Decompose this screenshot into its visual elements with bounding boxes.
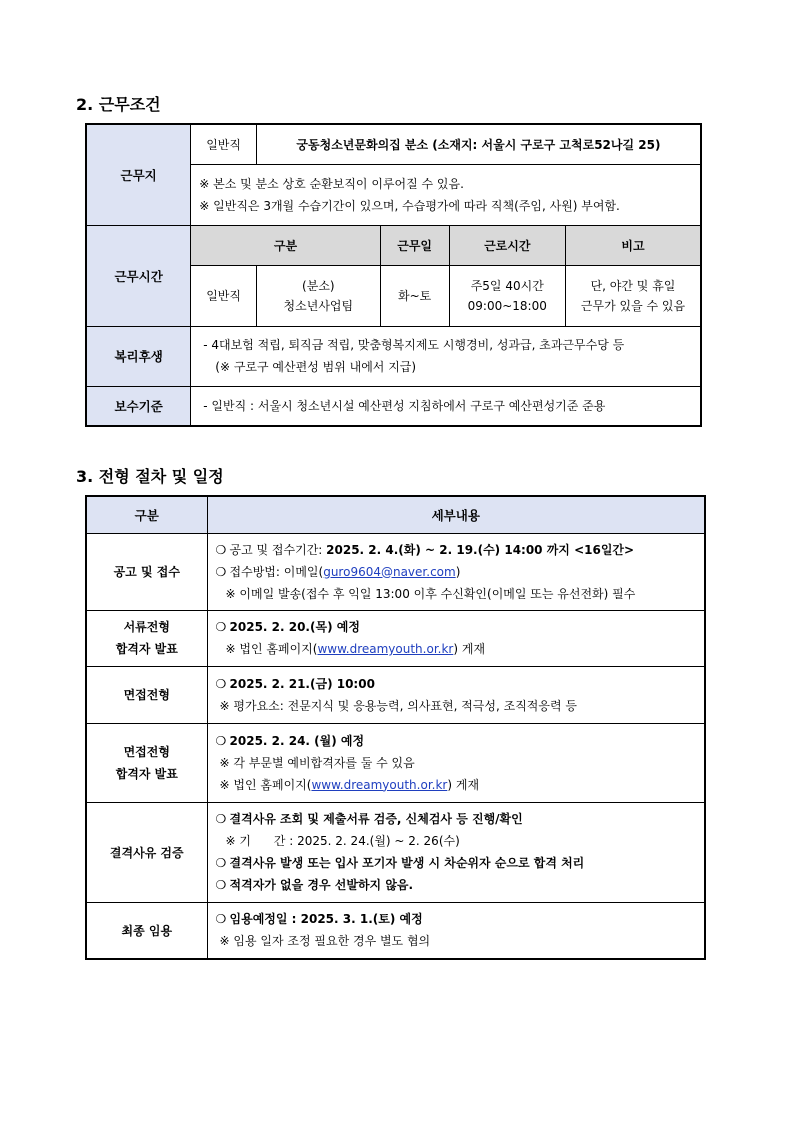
doc-result-label	[86, 610, 207, 666]
hours-header-time: 근로시간	[449, 225, 565, 265]
hours-header-type: 구분	[191, 225, 380, 265]
homepage-link[interactable]: www.dreamyouth.or.kr	[311, 777, 448, 792]
workplace-type: 일반직	[191, 124, 257, 164]
interview-result-note-prefix: ※ 법인 홈페이지(	[219, 777, 312, 792]
homepage-link[interactable]: www.dreamyouth.or.kr	[317, 642, 454, 656]
hours-remark	[565, 265, 701, 326]
salary-label: 보수기준	[86, 386, 191, 426]
bullet-icon: ❍	[215, 733, 227, 748]
disqual-line	[216, 852, 696, 874]
workplace-note: ※ 일반직은 3개월 수습기간이 있으며, 수습평가에 따라 직책(주임, 사원) 부여함.	[199, 198, 620, 213]
section2-title: 2. 근무조건	[76, 95, 161, 114]
hours-time-line: 주5일 40시간	[470, 278, 544, 293]
interview-note: ※ 평가요소: 전문지식 및 응용능력, 의사표현, 적극성, 조직적응력 등	[219, 698, 577, 713]
hours-time	[449, 265, 565, 326]
hours-time-line: 09:00~18:00	[467, 298, 547, 313]
work-conditions-table	[85, 123, 702, 427]
workplace-location: 궁동청소년문화의집 분소 (소재지: 서울시 구로구 고척로52나길 25)	[256, 124, 701, 164]
bullet-icon: ❍	[215, 676, 227, 691]
bullet-icon: ❍	[215, 564, 227, 579]
doc-result-label-line: 서류전형	[123, 620, 170, 634]
disqual-none: 적격자가 없을 경우 선발하지 않음.	[229, 878, 414, 892]
hours-header-remark: 비고	[565, 225, 701, 265]
doc-result-note-prefix: ※ 법인 홈페이지(	[225, 642, 318, 656]
schedule-header-category: 구분	[86, 496, 207, 533]
hours-remark-line: 근무가 있을 수 있음	[580, 298, 686, 313]
bullet-icon: ❍	[215, 620, 227, 634]
welfare-line: - 4대보험 적립, 퇴직금 적립, 맞춤형복지제도 시행경비, 성과급, 초과근무수당 등	[203, 338, 625, 352]
schedule-header-detail: 세부내용	[207, 496, 705, 533]
hours-type: 일반직	[191, 265, 257, 326]
bullet-icon: ❍	[215, 812, 227, 826]
welfare-line: (※ 구로구 예산편성 범위 내에서 지급)	[215, 360, 417, 374]
doc-result-detail	[207, 610, 705, 666]
section3-title: 3. 전형 절차 및 일정	[76, 467, 224, 486]
hours-days: 화~토	[380, 265, 449, 326]
disqual-label: 결격사유 검증	[86, 802, 207, 902]
hours-header-days: 근무일	[380, 225, 449, 265]
disqual-line	[216, 874, 696, 896]
bullet-icon: ❍	[215, 542, 227, 557]
appoint-line	[216, 908, 696, 930]
appoint-date: 임용예정일 : 2025. 3. 1.(토) 예정	[229, 912, 423, 927]
announce-method-label: 접수방법: 이메일(	[229, 564, 324, 579]
disqual-detail	[207, 802, 705, 902]
interview-detail	[207, 666, 705, 723]
announce-method-suffix: )	[455, 564, 461, 579]
doc-result-label-line: 합격자 발표	[115, 642, 178, 656]
doc-result-note-suffix: ) 게재	[453, 642, 486, 656]
bullet-icon: ❍	[215, 856, 227, 870]
hours-dept-line: 청소년사업팀	[283, 298, 354, 313]
email-link[interactable]: guro9604@naver.com	[323, 564, 456, 579]
disqual-replace: 결격사유 발생 또는 입사 포기자 발생 시 차순위자 순으로 합격 처리	[229, 856, 585, 870]
interview-result-detail	[207, 723, 705, 802]
interview-result-note: ※ 각 부문별 예비합격자를 둘 수 있음	[219, 755, 415, 770]
announce-period: 2025. 2. 4.(화) ~ 2. 19.(수) 14:00 까지 <16일간>	[326, 542, 635, 557]
disqual-period: ※ 기 간 : 2025. 2. 24.(월) ~ 2. 26(수)	[225, 834, 460, 848]
hours-dept-line: (분소)	[302, 278, 335, 293]
hours-remark-line: 단, 야간 및 휴일	[590, 278, 676, 293]
interview-line	[216, 673, 696, 695]
interview-result-line	[216, 730, 696, 752]
bullet-icon: ❍	[215, 878, 227, 892]
doc-result-note	[216, 638, 696, 660]
bullet-icon: ❍	[215, 912, 227, 927]
announce-period-label: 공고 및 접수기간:	[229, 542, 327, 557]
announce-line	[216, 539, 696, 561]
interview-result-note	[216, 774, 696, 796]
workplace-note: ※ 본소 및 분소 상호 순환보직이 이루어질 수 있음.	[199, 176, 464, 191]
disqual-line	[216, 808, 696, 830]
interview-result-label-line: 면접전형	[123, 744, 170, 759]
hours-label: 근무시간	[86, 225, 191, 326]
appoint-detail	[207, 902, 705, 959]
doc-result-line	[216, 616, 696, 638]
workplace-notes	[191, 164, 701, 225]
interview-result-label-line: 합격자 발표	[115, 766, 178, 781]
announce-line	[216, 561, 696, 583]
appoint-note: ※ 임용 일자 조정 필요한 경우 별도 협의	[219, 934, 431, 949]
workplace-label: 근무지	[86, 124, 191, 225]
doc-result-date: 2025. 2. 20.(목) 예정	[229, 620, 360, 634]
salary-text: - 일반직 : 서울시 청소년시설 예산편성 지침하에서 구로구 예산편성기준 준용	[191, 386, 701, 426]
disqual-check: 결격사유 조회 및 제출서류 검증, 신체검사 등 진행/확인	[229, 812, 523, 826]
welfare-text	[191, 326, 701, 386]
hours-dept	[256, 265, 380, 326]
selection-schedule-table	[85, 495, 706, 960]
interview-result-note-suffix: ) 게재	[447, 777, 480, 792]
announce-note: ※ 이메일 발송(접수 후 익일 13:00 이후 수신확인(이메일 또는 유선전화) 필수	[225, 586, 636, 601]
appoint-label: 최종 임용	[86, 902, 207, 959]
interview-result-date: 2025. 2. 24. (월) 예정	[229, 733, 365, 748]
interview-result-label	[86, 723, 207, 802]
interview-label: 면접전형	[86, 666, 207, 723]
welfare-label: 복리후생	[86, 326, 191, 386]
announce-label: 공고 및 접수	[86, 533, 207, 610]
announce-detail	[207, 533, 705, 610]
interview-date: 2025. 2. 21.(금) 10:00	[229, 676, 375, 691]
